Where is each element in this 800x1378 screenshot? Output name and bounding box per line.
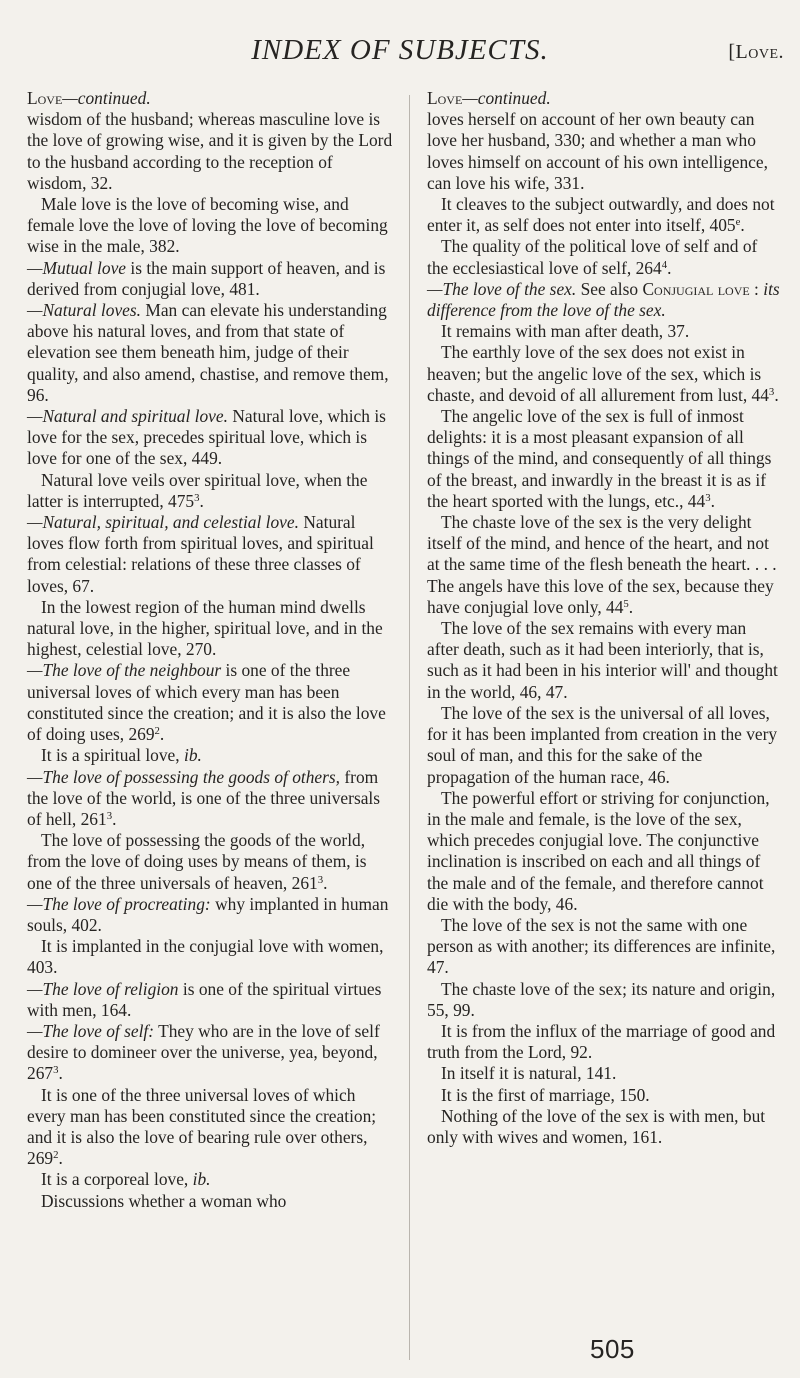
entry-line: Discussions whether a woman who [41, 1190, 287, 1211]
entry-line: The love of possessing the goods of the world, from the love of doing uses by means of them, is one of the three universals of heaven, $261^3$. [27, 830, 367, 893]
entry-line: The quality of the political love of self and of the ecclesiastical love of self, $264^4$. [427, 236, 758, 278]
entry-line: The chaste love of the sex is the very delight itself of the mind, and hence of the heart, and not at the same time of the flesh beneath the heart. . . . The angels have this love of the sex, because they have conjugial love only, $44^5$. [427, 512, 777, 617]
continued-label: —continued. [62, 88, 151, 108]
entry-line: It is implanted in the conjugial love with women, 403. [27, 936, 384, 978]
entry-line: It cleaves to the subject outwardly, and does not enter it, as self does not enter into itself, 405e. [427, 194, 775, 236]
entry-heading: Love [427, 88, 463, 108]
entry-line: It is from the influx of the marriage of good and truth from the Lord, 92. [427, 1020, 776, 1063]
entry-continued [427, 88, 782, 109]
entry-continued [27, 88, 393, 109]
running-head-title: INDEX OF SUBJECTS. [251, 34, 549, 66]
entry-line: The love of the sex remains with every man after death, such as it had been interiorly, that is, such as it had been in his interior will' and thought in the world, 46, 47. [427, 618, 778, 702]
entry-line: loves herself on account of her own beauty can love her husband, 330; and whether a man who loves himself on account of his own intelligence, can love his wife, 331. [427, 109, 768, 193]
entry-line: Male love is the love of becoming wise, and female love the love of loving the love of becoming wise in the male, 382. [27, 194, 388, 257]
entry-procreating: —The love of procreating: why implanted in human souls, 402. [27, 893, 389, 935]
running-head-tag: [Love. [728, 41, 784, 63]
entry-line: The earthly love of the sex does not exist in heaven; but the angelic love of the sex, which is chaste, and devoid of all allurement from lust, $44^3$. [427, 342, 779, 405]
entry-possessing: —The love of possessing the goods of others, from the love of the world, is one of the three universals of hell, $261^3$. [27, 766, 381, 829]
subentry-term: —Natural loves. [27, 300, 142, 321]
subentry-term: —Mutual love [27, 257, 127, 278]
right-column [427, 88, 782, 1148]
entry-self: —The love of self: They who are in the love of self desire to domineer over the universe, yea, beyond, $267^3$. [27, 1020, 380, 1084]
entry-natural-spiritual-celestial: —Natural, spiritual, and celestial love. Natural loves flow forth from spiritual loves, and spiritual from celestial: relations of these three classes of loves, 67. [27, 512, 374, 596]
entry-mutual-love: —Mutual love is the main support of heaven, and is derived from conjugial love, 481. [27, 257, 386, 299]
subentry-term: —The love of the sex. [427, 278, 577, 299]
subentry-term: —The love of religion [27, 978, 179, 999]
entry-religion: —The love of religion is one of the spiritual virtues with men, 164. [27, 978, 382, 1020]
entry-line: In the lowest region of the human mind dwells natural love, in the higher, spiritual love, and in the highest, celestial love, 270. [27, 596, 383, 660]
left-column [27, 88, 393, 1212]
entry-line: It is one of the three universal loves of which every man has been constituted since the creation; and it is also the love of bearing rule over others, $269^2$. [27, 1084, 377, 1169]
entry-line: It is a spiritual love, ib. [41, 745, 202, 766]
subentry-term: —The love of the neighbour [27, 660, 222, 681]
entry-line: It remains with man after death, 37. [441, 321, 690, 342]
entry-natural-spiritual: —Natural and spiritual love. Natural love, which is love for the sex, precedes spiritual love, which is love for one of the sex, 449. [27, 406, 386, 469]
entry-line: The angelic love of the sex is full of inmost delights: it is a most pleasant expansion of all things of the mind, and consequently of all things of the breast, and inwardly in the breast it is as if the heart sported with the lungs, etc., $44^3$. [427, 406, 772, 511]
entry-heading: Love [27, 88, 63, 108]
entry-line: It is the first of marriage, 150. [441, 1084, 650, 1105]
subentry-term: —The love of possessing the goods of others, [27, 766, 341, 787]
entry-neighbour: —The love of the neighbour is one of the three universal loves of which every man has been constituted since the creation; and it is also the love of doing uses, $269^2$. [27, 660, 386, 745]
entry-line: Natural love veils over spiritual love, when the latter is interrupted, $475^3$. [27, 469, 368, 511]
entry-line: In itself it is natural, 141. [441, 1063, 617, 1084]
entry-line: wisdom of the husband; whereas masculine love is the love of growing wise, and it is given by the Lord to the husband according to the reception of wisdom, 32. [27, 109, 393, 193]
entry-line: Nothing of the love of the sex is with men, but only with wives and women, 161. [427, 1105, 766, 1147]
entry-natural-loves: —Natural loves. Man can elevate his understanding above his natural loves, and from that state of elevation see them beneath him, judge of their quality, and also amend, chastise, and remove them, 96. [27, 300, 389, 405]
cross-reference: Conjugial love [642, 278, 750, 299]
entry-line: The love of the sex is not the same with one person as with another; its differences are infinite, 47. [427, 914, 776, 978]
column-divider [409, 95, 410, 1360]
subentry-term: —Natural, spiritual, and celestial love. [27, 512, 299, 533]
entry-line: The chaste love of the sex; its nature and origin, 55, 99. [427, 978, 776, 1020]
subentry-term: —The love of procreating: [27, 893, 211, 914]
continued-label: —continued. [462, 88, 551, 108]
entry-line: The love of the sex is the universal of all loves, for it has been implanted from creation in the very soul of man, and this for the sake of the propagation of the human race, 46. [427, 702, 778, 787]
entry-line: It is a corporeal love, ib. [41, 1169, 211, 1190]
page-number: 505 [590, 1334, 635, 1364]
running-head [0, 28, 800, 72]
entry-line: The powerful effort or striving for conjunction, in the male and female, is the love of the sex, which precedes conjugial love. The conjunctive inclination is inscribed on each and all things of the male and of the female, and therefore cannot die with the body, 46. [427, 787, 770, 914]
subentry-term: —Natural and spiritual love. [27, 406, 228, 427]
subentry-term: —The love of self: [27, 1020, 155, 1041]
entry-sex: —The love of the sex. See also Conjugial love : its difference from the love of the sex. [427, 278, 780, 321]
